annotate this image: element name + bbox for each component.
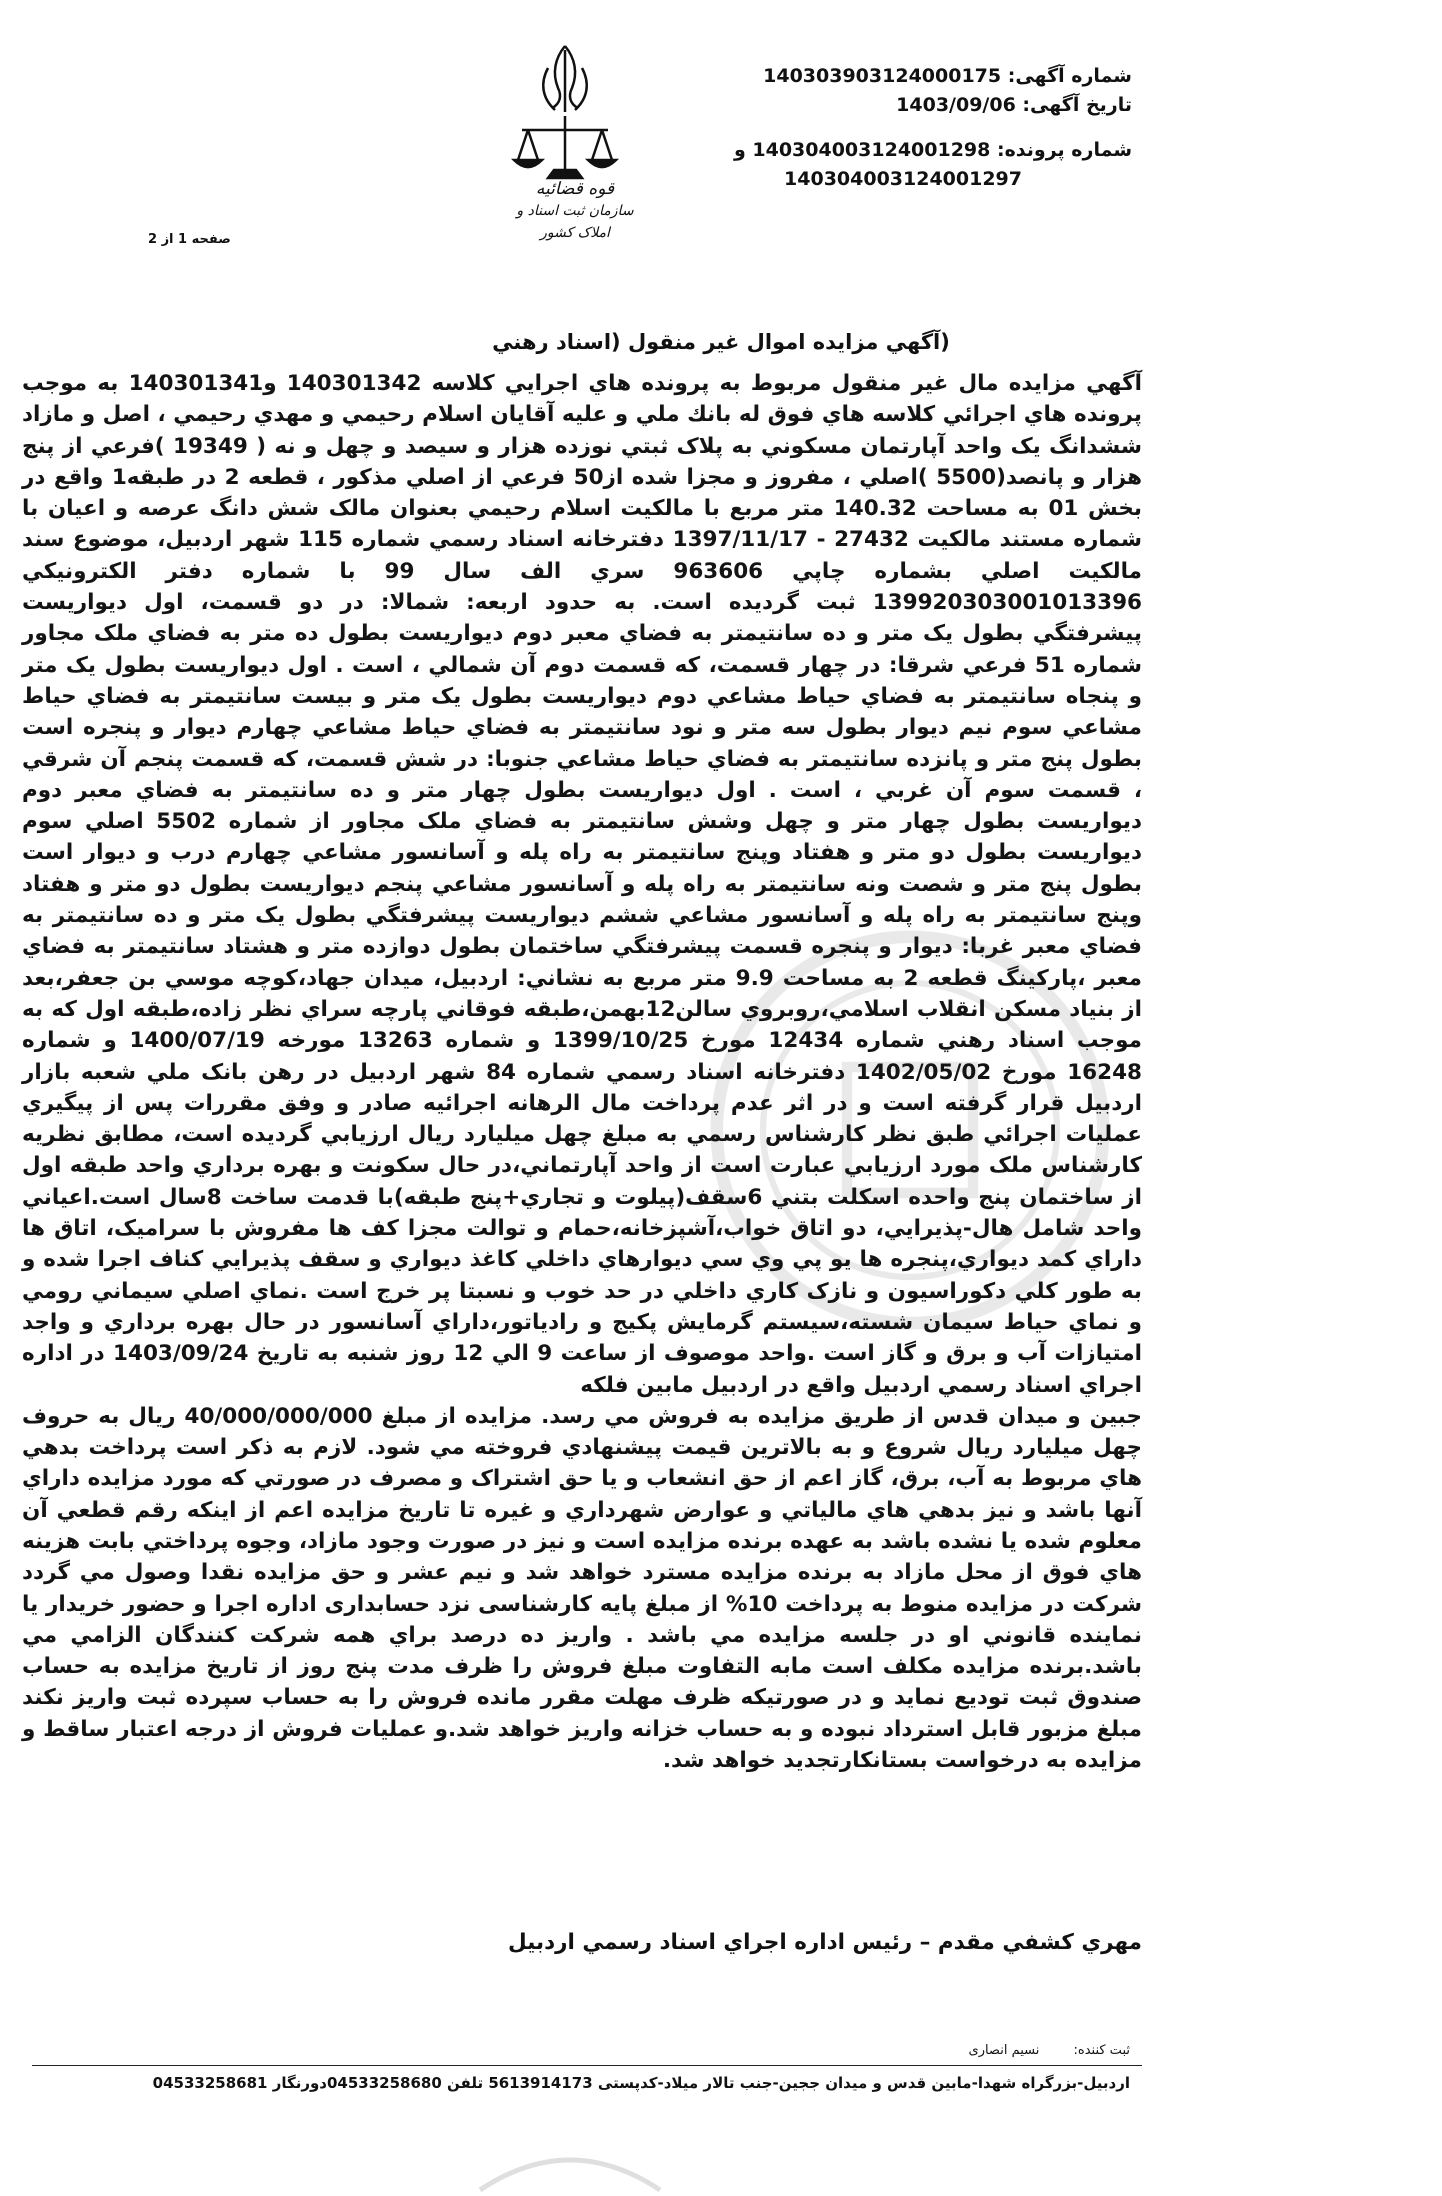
document-body bbox=[22, 368, 1142, 1776]
organization-caption bbox=[505, 178, 645, 244]
ad-number-row bbox=[712, 62, 1132, 91]
document-title: (آگهي مزايده اموال غير منقول (اسناد رهني bbox=[492, 330, 950, 354]
org-line-1: قوه قضائیه bbox=[535, 179, 615, 199]
ad-number: 140303903124000175 bbox=[763, 65, 1002, 87]
footer-address: اردبیل-بزرگراه شهدا-مابین قدس و میدان ججین-جنب تالار میلاد-کدپستی 5613914173 تلفن 04533258680دورنگار 04533258681 bbox=[152, 2074, 1130, 2092]
ad-date-label: تاریخ آگهی: bbox=[1022, 94, 1132, 116]
watermark-arc-icon bbox=[470, 2140, 670, 2196]
signer-line: مهري كشفي مقدم – رئيس اداره اجراي اسناد رسمي اردبيل bbox=[508, 1930, 1142, 1955]
case-number-2: 140304003124001297 bbox=[784, 168, 1022, 190]
registrar-label: ثبت کننده: bbox=[1073, 2043, 1130, 2058]
page-number: صفحه 1 از 2 bbox=[148, 232, 231, 247]
header-info bbox=[712, 62, 1132, 194]
body-paragraph-1: آگهي مزايده مال غير منقول مربوط به پرونده هاي اجرايي كلاسه 140301342 و140301341 به موجب پرونده هاي اجرائي كلاسه هاي فوق له بانك ملي و عليه آقايان اسلام رحيمي و مهدي رحيمي ، اصل و مازاد ششدانگ يک واحد آپارتمان مسكوني به پلاک ثبتي نوزده هزار و سيصد و چهل و نه ( 19349 )فرعي از پنج هزار و پانصد(5500 )اصلي ، مفروز و مجزا شده از50 فرعي از اصلي مذكور ، قطعه 2 در طبقه1 واقع در بخش 01 به مساحت 140.32 متر مربع با مالكيت اسلام رحيمي بعنوان مالک شش دانگ عرصه و اعيان با شماره مستند مالكيت 27432 - 1397/11/17 دفترخانه اسناد رسمي شماره 115 شهر اردبيل، موضوع سند مالكيت اصلي بشماره چاپي 963606 سري الف سال 99 با شماره دفتر الكترونيكي 139920303001013396 ثبت گرديده است. به حدود اربعه: شمالا: در دو قسمت، اول ديواريست پيشرفتگي بطول يک متر و ده سانتيمتر به فضاي معبر دوم ديواريست بطول ده متر به فضاي ملک مجاور شماره 51 فرعي شرقا: در چهار قسمت، كه قسمت دوم آن شمالي ، است . اول ديواريست بطول يک متر و پنجاه سانتيمتر به فضاي حياط مشاعي دوم ديواريست بطول يک متر و بيست سانتيمتر به فضاي حياط مشاعي سوم نيم ديوار بطول سه متر و نود سانتيمتر به فضاي حياط مشاعي چهارم ديوار و پنجره است بطول پنج متر و پانزده سانتيمتر به فضاي حياط مشاعي جنوبا: در شش قسمت، كه قسمت پنجم آن شرقي ، قسمت سوم آن غربي ، است . اول ديواريست بطول چهار متر و ده سانتيمتر به فضاي معبر دوم ديواريست بطول چهار متر و چهل وشش سانتيمتر به فضاي ملک مجاور از شماره 5502 اصلي سوم ديواريست بطول دو متر و هفتاد وپنج سانتيمتر به راه پله و آسانسور مشاعي چهارم درب و ديوار است بطول پنج متر و شصت ونه سانتيمتر به راه پله و آسانسور مشاعي پنجم ديواريست بطول دو متر و هفتاد وپنج سانتيمتر به راه پله و آسانسور مشاعي ششم ديواريست پيشرفتگي بطول يک متر و ده سانتيمتر به فضاي معبر غربا: ديوار و پنجره قسمت پيشرفتگي ساختمان بطول دوازده متر و هشتاد سانتيمتر به فضاي معبر ،پاركينگ قطعه 2 به مساحت 9.9 متر مربع به نشاني: اردبيل، ميدان جهاد،كوچه موسي بن جعفر،بعد از بنياد مسكن انقلاب اسلامي،روبروي سالن12بهمن،طبقه فوقاني پارچه سراي نظر زاده،طبقه اول كه به موجب اسناد رهني شماره 12434 مورخ 1399/10/25 و شماره 13263 مورخه 1400/07/19 و شماره 16248 مورخ 1402/05/02 دفترخانه اسناد رسمي شماره 84 شهر اردبيل در رهن بانک ملي شعبه بازار اردبيل قرار گرفته است و در اثر عدم پرداخت مال الرهانه اجرائيه صادر و وفق مقررات پس از پيگيري عمليات اجرائي طبق نظر كارشناس رسمي به مبلغ چهل ميليارد ريال ارزيابي گرديده است، مطابق نظريه كارشناس ملک مورد ارزيابي عبارت است از واحد آپارتماني،در حال سكونت و بهره برداري واحد طبقه اول از ساختمان پنج واحده اسكلت بتني 6سقف(پيلوت و تجاري+پنج طبقه)با قدمت ساخت 8سال است.اعياني واحد شامل هال-پذيرايي، دو اتاق خواب،آشپزخانه،حمام و توالت مجزا كف ها مفروش با سراميک، اتاق ها داراي كمد ديواري،پنجره ها يو پي وي سي ديوارهاي داخلي كاغذ ديواري و سقف پذيرايي كناف اجرا شده و به طور كلي دكوراسيون و نازک كاري داخلي در حد خوب و نسبتا پر خرج است .نماي اصلي سيماني رومي و نماي حياط سيمان شسته،سيستم گرمايش پكيج و رادياتور،داراي آسانسور در حال بهره برداري و واجد امتيازات آب و برق و گاز است .واحد موصوف از ساعت 9 الي 12 روز شنبه به تاريخ 1403/09/24 در اداره اجراي اسناد رسمي اردبيل واقع در اردبيل مابين فلكه bbox=[22, 371, 1143, 1398]
case-number-1: 140304003124001298 bbox=[752, 139, 991, 161]
ad-date: 1403/09/06 bbox=[896, 94, 1016, 116]
org-line-2: سازمان ثبت اسناد و املاک کشور bbox=[516, 203, 634, 241]
case-number-label: شماره پرونده: bbox=[996, 139, 1132, 161]
case-and: و bbox=[733, 139, 746, 161]
footer-divider bbox=[32, 2065, 1142, 2066]
body-paragraph-2: جبين و ميدان قدس از طريق مزايده به فروش مي رسد. مزايده از مبلغ 40/000/000/000 ريال به حروف چهل ميليارد ريال شروع و به بالاترين قيمت پيشنهادي فروخته مي شود. لازم به ذكر است پرداخت بدهي هاي مربوط به آب، برق، گاز اعم از حق انشعاب و يا حق اشتراک و مصرف در صورتي كه مورد مزايده داراي آنها باشد و نيز بدهي هاي مالياتي و عوارض شهرداري و غيره تا تاريخ مزايده اعم از اينكه رقم قطعي آن معلوم شده يا نشده باشد به عهده برنده مزايده است و نيز در صورت وجود مازاد، وجوه پرداختي بابت هزينه هاي فوق از محل مازاد به برنده مزايده مسترد خواهد شد و نيم عشر و حق مزايده نقدا وصول مي گردد شركت در مزايده منوط به پرداخت 10% از مبلغ پايه كارشناسی نزد حسابداری اداره اجرا و حضور خريدار يا نماينده قانوني او در جلسه مزايده مي باشد . واريز ده درصد براي همه شركت كنندگان الزامي مي باشد.برنده مزايده مكلف است مابه التفاوت مبلغ فروش را ظرف مدت پنج روز از تاريخ مزايده به حساب صندوق ثبت توديع نمايد و در صورتيكه ظرف مهلت مقرر مانده فروش را به حساب سپرده ثبت واريز نكند مبلغ مزبور قابل استرداد نبوده و به حساب خزانه واريز خواهد شد.و عمليات فروش از درجه اعتبار ساقط و مزايده به درخواست بستانكارتجديد خواهد شد. bbox=[22, 1403, 1142, 1774]
ad-date-row bbox=[712, 91, 1132, 120]
registrar-name: نسیم انصاری bbox=[968, 2043, 1040, 2058]
case-number-row-2 bbox=[712, 165, 1132, 194]
ad-number-label: شماره آگهی: bbox=[1007, 65, 1132, 87]
registrar-line bbox=[969, 2043, 1130, 2058]
case-number-row bbox=[712, 136, 1132, 165]
